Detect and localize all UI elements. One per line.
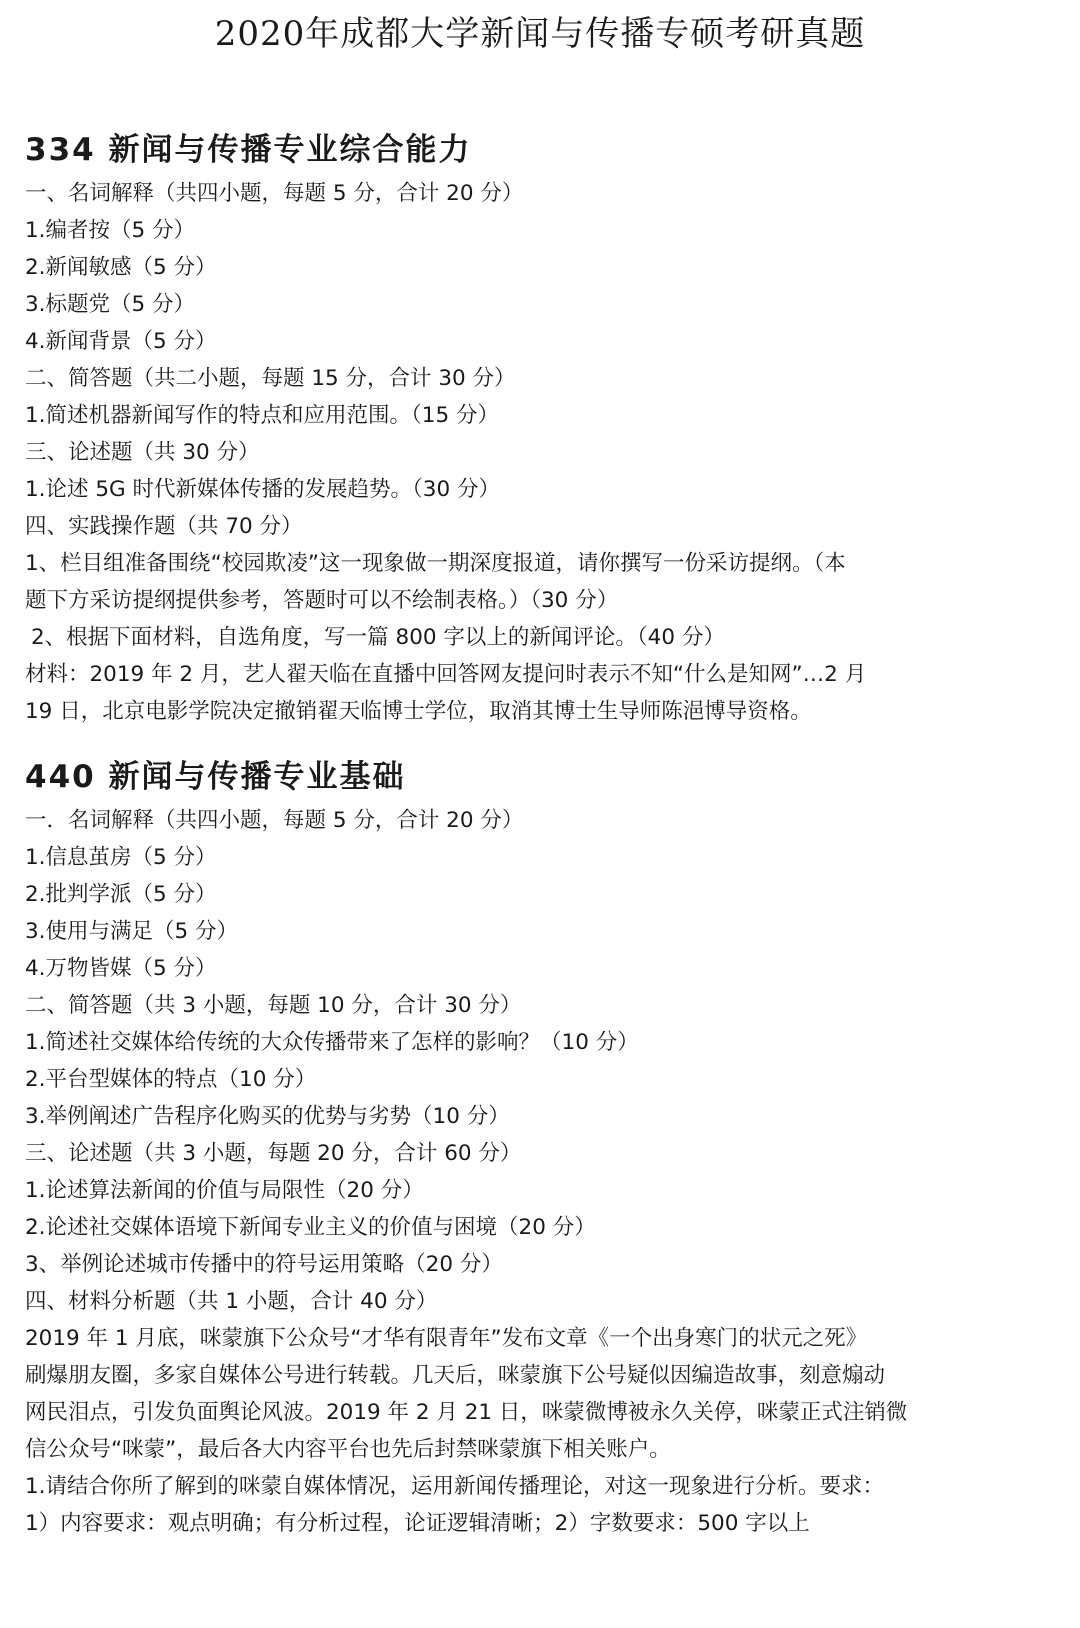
- question-line: 1.简述社交媒体给传统的大众传播带来了怎样的影响？（10 分）: [25, 1030, 639, 1055]
- section-334: [25, 125, 1055, 730]
- question-line: 二、简答题（共 3 小题，每题 10 分，合计 30 分）: [25, 993, 522, 1018]
- question-line: 2.新闻敏感（5 分）: [25, 255, 217, 280]
- material-line: 19 日，北京电影学院决定撤销翟天临博士学位，取消其博士生导师陈浥博导资格。: [25, 699, 812, 724]
- question-line: 4.新闻背景（5 分）: [25, 329, 217, 354]
- question-line: 题下方采访提纲提供参考，答题时可以不绘制表格。）（30 分）: [25, 588, 619, 613]
- question-line: 四、材料分析题（共 1 小题，合计 40 分）: [25, 1289, 438, 1314]
- material-line: 刷爆朋友圈，多家自媒体公号进行转载。几天后，咪蒙旗下公号疑似因编造故事，刻意煽动: [25, 1363, 886, 1388]
- question-line: 3.举例阐述广告程序化购买的优势与劣势（10 分）: [25, 1104, 510, 1129]
- question-line: 二、简答题（共二小题，每题 15 分，合计 30 分）: [25, 366, 516, 391]
- question-line: 3.使用与满足（5 分）: [25, 919, 239, 944]
- question-line: 四、实践操作题（共 70 分）: [25, 514, 303, 539]
- question-line: 1.编者按（5 分）: [25, 218, 196, 243]
- section-heading: 440 新闻与传播专业基础: [25, 759, 406, 795]
- question-line: 3、举例论述城市传播中的符号运用策略（20 分）: [25, 1252, 503, 1277]
- question-line: 2.论述社交媒体语境下新闻专业主义的价值与困境（20 分）: [25, 1215, 596, 1240]
- question-line: 1、栏目组准备围绕“校园欺凌”这一现象做一期深度报道，请你撰写一份采访提纲。（本: [25, 551, 846, 576]
- material-line: 2019 年 1 月底，咪蒙旗下公众号“才华有限青年”发布文章《一个出身寒门的状元之死》: [25, 1326, 868, 1351]
- material-line: 网民泪点，引发负面舆论风波。2019 年 2 月 21 日，咪蒙微博被永久关停，咪蒙正式注销微: [25, 1400, 908, 1425]
- question-line: 2.批判学派（5 分）: [25, 882, 217, 907]
- question-line: 1.论述算法新闻的价值与局限性（20 分）: [25, 1178, 424, 1203]
- question-line: 一、名词解释（共四小题，每题 5 分，合计 20 分）: [25, 181, 524, 206]
- question-line: 1.请结合你所了解到的咪蒙自媒体情况，运用新闻传播理论，对这一现象进行分析。要求：: [25, 1474, 885, 1499]
- question-line: 1.简述机器新闻写作的特点和应用范围。（15 分）: [25, 403, 499, 428]
- question-line: 1.论述 5G 时代新媒体传播的发展趋势。（30 分）: [25, 477, 500, 502]
- section-440: [25, 752, 1055, 1542]
- question-line: 一．名词解释（共四小题，每题 5 分，合计 20 分）: [25, 808, 524, 833]
- material-line: 材料：2019 年 2 月，艺人翟天临在直播中回答网友提问时表示不知“什么是知网”…2 月: [25, 662, 867, 687]
- question-line: 2、根据下面材料，自选角度，写一篇 800 字以上的新闻评论。（40 分）: [31, 625, 725, 650]
- question-line: 三、论述题（共 3 小题，每题 20 分，合计 60 分）: [25, 1141, 522, 1166]
- document-title: 2020年成都大学新闻与传播专硕考研真题: [214, 14, 866, 54]
- question-line: 2.平台型媒体的特点（10 分）: [25, 1067, 317, 1092]
- question-line: 1）内容要求：观点明确；有分析过程，论证逻辑清晰；2）字数要求：500 字以上: [25, 1511, 810, 1536]
- question-line: 3.标题党（5 分）: [25, 292, 196, 317]
- question-line: 4.万物皆媒（5 分）: [25, 956, 217, 981]
- question-line: 三、论述题（共 30 分）: [25, 440, 260, 465]
- question-line: 1.信息茧房（5 分）: [25, 845, 217, 870]
- section-heading: 334 新闻与传播专业综合能力: [25, 132, 472, 168]
- material-line: 信公众号“咪蒙”，最后各大内容平台也先后封禁咪蒙旗下相关账户。: [25, 1437, 671, 1462]
